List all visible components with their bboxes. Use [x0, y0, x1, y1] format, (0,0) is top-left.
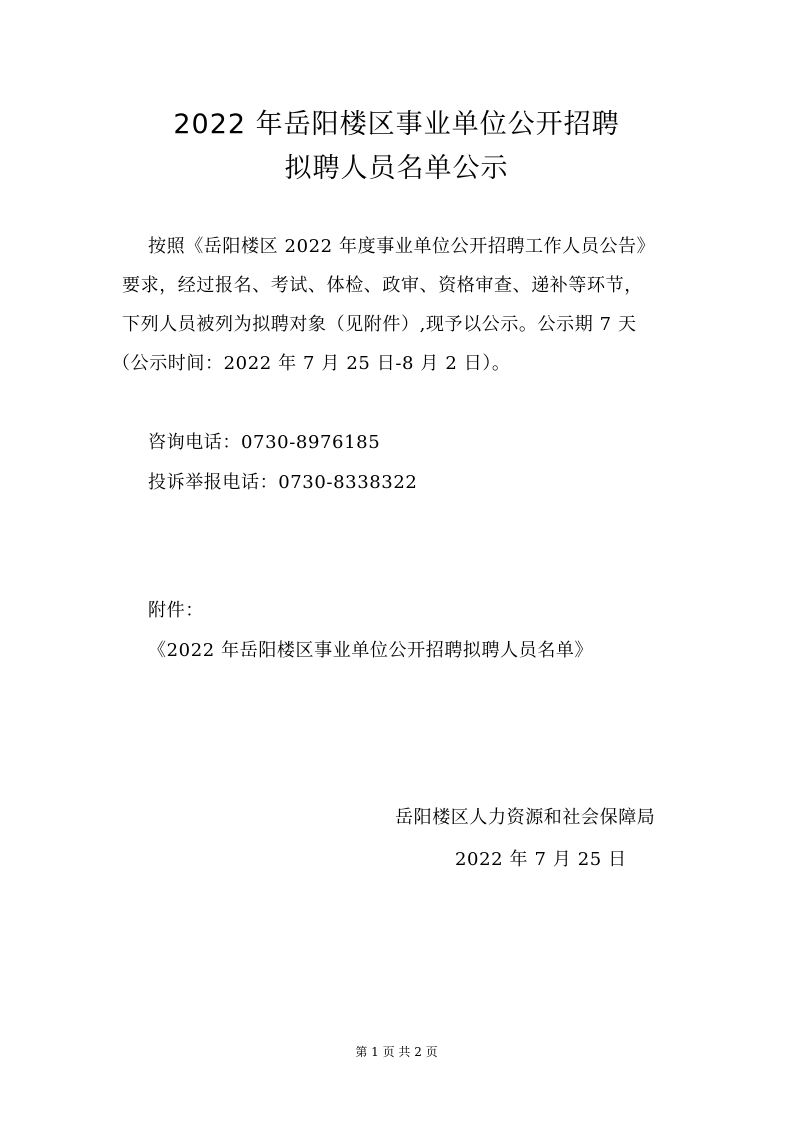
document-title-line-1: 2022 年岳阳楼区事业单位公开招聘	[173, 109, 620, 140]
signature-date: 2022 年 7 月 25 日	[455, 849, 627, 870]
page-footer: 第 1 页 共 2 页	[355, 1045, 438, 1059]
signature-organization: 岳阳楼区人力资源和社会保障局	[395, 807, 656, 828]
consult-phone: 咨询电话：0730-8976185	[148, 432, 381, 453]
paragraph-line-1: 按照《岳阳楼区 2022 年度事业单位公开招聘工作人员公告》	[148, 236, 656, 257]
paragraph-line-2: 要求，经过报名、考试、体检、政审、资格审查、递补等环节，	[122, 275, 643, 296]
paragraph-line-4: （公示时间：2022 年 7 月 25 日-8 月 2 日）。	[112, 353, 511, 374]
document-title-line-2: 拟聘人员名单公示	[284, 153, 509, 184]
paragraph-line-3: 下列人员被列为拟聘对象（见附件）,现予以公示。公示期 7 天	[122, 314, 637, 335]
attachment-name: 《2022 年岳阳楼区事业单位公开招聘拟聘人员名单》	[148, 640, 594, 661]
complaint-phone: 投诉举报电话：0730-8338322	[148, 472, 418, 493]
attachment-label: 附件：	[148, 600, 204, 621]
